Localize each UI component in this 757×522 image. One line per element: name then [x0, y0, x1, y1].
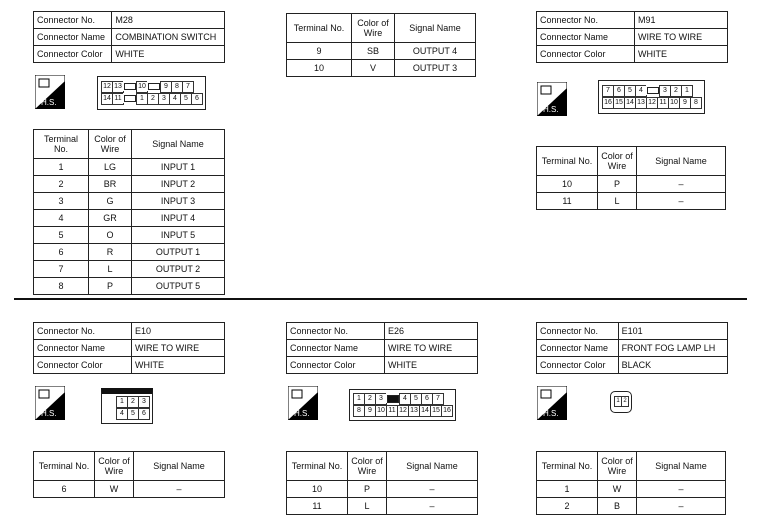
table-row — [537, 176, 726, 193]
header-wire-color: Color of Wire — [89, 130, 132, 159]
wire-color-cell: B — [598, 498, 637, 515]
wire-color-cell: L — [598, 193, 637, 210]
pin: 7 — [432, 393, 444, 405]
header-wire-color: Color of Wire — [598, 147, 637, 176]
header-terminal: Terminal No. — [34, 130, 89, 159]
signal-name-cell: INPUT 3 — [132, 193, 225, 210]
pin: 1 — [681, 85, 693, 97]
pin: 6 — [191, 93, 203, 105]
pin: 2 — [621, 396, 629, 407]
connector-color-value: WHITE — [112, 46, 225, 63]
pin: 5 — [180, 93, 192, 105]
e10-connector-face — [101, 388, 153, 424]
signal-name-cell: OUTPUT 1 — [132, 244, 225, 261]
terminal-cell: 7 — [34, 261, 89, 278]
wire-color-cell: L — [348, 498, 387, 515]
connector-no-value: M91 — [635, 12, 728, 29]
connector-key — [123, 93, 137, 103]
connector-name-value: WIRE TO WIRE — [385, 340, 478, 357]
signal-name-cell: – — [387, 481, 478, 498]
table-row — [34, 227, 225, 244]
signal-name-cell: – — [637, 498, 726, 515]
terminal-cell: 5 — [34, 227, 89, 244]
header-signal: Signal Name — [395, 14, 476, 43]
signal-name-cell: – — [637, 176, 726, 193]
pin: 14 — [419, 405, 431, 417]
connector-name-value: FRONT FOG LAMP LH — [618, 340, 727, 357]
m28-connector-face — [97, 76, 206, 110]
terminal-cell: 1 — [34, 159, 89, 176]
header-signal: Signal Name — [637, 147, 726, 176]
pin: 11 — [386, 405, 398, 417]
table-row — [287, 60, 476, 77]
header-wire-color: Color of Wire — [352, 14, 395, 43]
header-terminal: Terminal No. — [34, 452, 95, 481]
wire-color-cell: LG — [89, 159, 132, 176]
header-terminal: Terminal No. — [537, 147, 598, 176]
connector-name-value: COMBINATION SWITCH — [112, 29, 225, 46]
m91-connector-info — [536, 11, 728, 63]
connector-color-value: WHITE — [132, 357, 225, 374]
pin: 6 — [613, 85, 625, 97]
pin: 5 — [127, 408, 139, 420]
pin: 3 — [158, 93, 170, 105]
table-row — [34, 159, 225, 176]
pin: 10 — [136, 81, 148, 93]
e101-terminal-table — [536, 451, 726, 515]
hs-harness-icon — [35, 386, 65, 420]
connector-color-label: Connector Color — [287, 357, 385, 374]
signal-name-cell: INPUT 5 — [132, 227, 225, 244]
connector-color-value: WHITE — [635, 46, 728, 63]
signal-name-cell: – — [637, 193, 726, 210]
wire-color-cell: BR — [89, 176, 132, 193]
wire-color-cell: G — [89, 193, 132, 210]
connector-color-label: Connector Color — [537, 46, 635, 63]
signal-name-cell: INPUT 4 — [132, 210, 225, 227]
e101-connector-info — [536, 322, 728, 374]
terminal-cell: 9 — [287, 43, 352, 60]
pin: 9 — [364, 405, 376, 417]
table-row — [34, 210, 225, 227]
e26-terminal-table — [286, 451, 478, 515]
connector-name-label: Connector Name — [34, 340, 132, 357]
connector-key — [646, 85, 660, 95]
pin: 14 — [624, 97, 636, 109]
connector-no-value: E10 — [132, 323, 225, 340]
terminal-cell: 11 — [537, 193, 598, 210]
pin: 12 — [397, 405, 409, 417]
table-row — [34, 176, 225, 193]
pin: 4 — [169, 93, 181, 105]
hs-harness-icon — [288, 386, 318, 420]
svg-text:H.S.: H.S. — [543, 409, 559, 418]
svg-text:H.S.: H.S. — [41, 409, 57, 418]
pin: 6 — [138, 408, 150, 420]
pin: 3 — [659, 85, 671, 97]
header-wire-color: Color of Wire — [348, 452, 387, 481]
pin: 4 — [635, 85, 647, 97]
pin: 2 — [127, 396, 139, 408]
pin: 8 — [353, 405, 365, 417]
pin: 13 — [635, 97, 647, 109]
wire-color-cell: P — [348, 481, 387, 498]
signal-name-cell: – — [637, 481, 726, 498]
pin: 14 — [101, 93, 113, 105]
section-divider — [14, 298, 747, 300]
pin: 4 — [116, 408, 128, 420]
table-row — [34, 193, 225, 210]
table-row — [537, 481, 726, 498]
wire-color-cell: GR — [89, 210, 132, 227]
table-row — [287, 498, 478, 515]
connector-color-value: WHITE — [385, 357, 478, 374]
signal-name-cell: OUTPUT 2 — [132, 261, 225, 278]
connector-color-label: Connector Color — [34, 357, 132, 374]
pin: 7 — [182, 81, 194, 93]
pin: 8 — [171, 81, 183, 93]
m28-continued-terminal-table — [286, 13, 476, 77]
svg-text:H.S.: H.S. — [294, 409, 310, 418]
table-row — [537, 498, 726, 515]
svg-text:H.S.: H.S. — [543, 105, 559, 114]
terminal-cell: 10 — [287, 60, 352, 77]
table-row — [287, 43, 476, 60]
pin: 11 — [657, 97, 669, 109]
connector-color-label: Connector Color — [537, 357, 619, 374]
svg-text:H.S.: H.S. — [41, 98, 57, 107]
pin: 12 — [101, 81, 113, 93]
table-row — [34, 244, 225, 261]
connector-no-value: E101 — [618, 323, 727, 340]
m91-connector-face — [598, 80, 705, 114]
pin: 6 — [421, 393, 433, 405]
hs-harness-icon — [537, 82, 567, 116]
table-row — [34, 278, 225, 295]
hs-harness-icon — [537, 386, 567, 420]
e26-connector-info — [286, 322, 478, 374]
signal-name-cell: OUTPUT 5 — [132, 278, 225, 295]
connector-no-label: Connector No. — [537, 12, 635, 29]
pin: 13 — [112, 81, 124, 93]
terminal-cell: 2 — [34, 176, 89, 193]
e26-connector-face — [349, 389, 456, 421]
table-row — [34, 261, 225, 278]
wire-color-cell: L — [89, 261, 132, 278]
connector-no-value: M28 — [112, 12, 225, 29]
e10-terminal-table — [33, 451, 225, 498]
terminal-cell: 10 — [287, 481, 348, 498]
pin: 1 — [136, 93, 148, 105]
terminal-cell: 2 — [537, 498, 598, 515]
terminal-cell: 3 — [34, 193, 89, 210]
wire-color-cell: V — [352, 60, 395, 77]
connector-name-label: Connector Name — [287, 340, 385, 357]
signal-name-cell: OUTPUT 3 — [395, 60, 476, 77]
pin: 3 — [138, 396, 150, 408]
wire-color-cell: P — [598, 176, 637, 193]
header-signal: Signal Name — [637, 452, 726, 481]
pin: 7 — [602, 85, 614, 97]
terminal-cell: 6 — [34, 244, 89, 261]
e10-connector-info — [33, 322, 225, 374]
table-row — [34, 481, 225, 498]
pin: 15 — [430, 405, 442, 417]
pin: 4 — [399, 393, 411, 405]
pin: 8 — [690, 97, 702, 109]
signal-name-cell: INPUT 1 — [132, 159, 225, 176]
signal-name-cell: – — [387, 498, 478, 515]
connector-no-label: Connector No. — [537, 323, 619, 340]
connector-key — [147, 81, 161, 91]
pin: 10 — [668, 97, 680, 109]
pin: 16 — [602, 97, 614, 109]
terminal-cell: 1 — [537, 481, 598, 498]
wire-color-cell: W — [95, 481, 134, 498]
terminal-cell: 6 — [34, 481, 95, 498]
connector-key — [123, 81, 137, 91]
connector-no-label: Connector No. — [287, 323, 385, 340]
terminal-cell: 11 — [287, 498, 348, 515]
pin: 2 — [364, 393, 376, 405]
header-wire-color: Color of Wire — [95, 452, 134, 481]
pin: 16 — [441, 405, 453, 417]
pin: 1 — [116, 396, 128, 408]
pin: 15 — [613, 97, 625, 109]
pin: 1 — [614, 396, 622, 407]
header-terminal: Terminal No. — [287, 14, 352, 43]
header-signal: Signal Name — [132, 130, 225, 159]
hs-harness-icon — [35, 75, 65, 109]
terminal-cell: 4 — [34, 210, 89, 227]
connector-name-label: Connector Name — [537, 29, 635, 46]
pin: 9 — [160, 81, 172, 93]
pin: 11 — [112, 93, 124, 105]
pin: 1 — [353, 393, 365, 405]
terminal-cell: 8 — [34, 278, 89, 295]
connector-no-label: Connector No. — [34, 323, 132, 340]
wire-color-cell: R — [89, 244, 132, 261]
pin: 13 — [408, 405, 420, 417]
wire-color-cell: SB — [352, 43, 395, 60]
m28-connector-info — [33, 11, 225, 63]
wire-color-cell: P — [89, 278, 132, 295]
table-row — [537, 193, 726, 210]
connector-color-label: Connector Color — [34, 46, 112, 63]
pin: 2 — [147, 93, 159, 105]
wire-color-cell: W — [598, 481, 637, 498]
connector-key — [386, 393, 400, 403]
connector-name-label: Connector Name — [34, 29, 112, 46]
header-terminal: Terminal No. — [537, 452, 598, 481]
pin: 5 — [624, 85, 636, 97]
m28-terminal-table — [33, 129, 225, 295]
connector-color-value: BLACK — [618, 357, 727, 374]
pin: 10 — [375, 405, 387, 417]
table-row — [287, 481, 478, 498]
signal-name-cell: INPUT 2 — [132, 176, 225, 193]
terminal-cell: 10 — [537, 176, 598, 193]
wire-color-cell: O — [89, 227, 132, 244]
signal-name-cell: – — [134, 481, 225, 498]
header-signal: Signal Name — [387, 452, 478, 481]
pin: 2 — [670, 85, 682, 97]
connector-name-value: WIRE TO WIRE — [635, 29, 728, 46]
header-signal: Signal Name — [134, 452, 225, 481]
connector-name-label: Connector Name — [537, 340, 619, 357]
e101-connector-face — [610, 391, 632, 413]
pin: 12 — [646, 97, 658, 109]
header-terminal: Terminal No. — [287, 452, 348, 481]
pin: 3 — [375, 393, 387, 405]
connector-name-value: WIRE TO WIRE — [132, 340, 225, 357]
signal-name-cell: OUTPUT 4 — [395, 43, 476, 60]
pin: 9 — [679, 97, 691, 109]
connector-no-value: E26 — [385, 323, 478, 340]
pin: 5 — [410, 393, 422, 405]
m91-terminal-table — [536, 146, 726, 210]
header-wire-color: Color of Wire — [598, 452, 637, 481]
connector-no-label: Connector No. — [34, 12, 112, 29]
